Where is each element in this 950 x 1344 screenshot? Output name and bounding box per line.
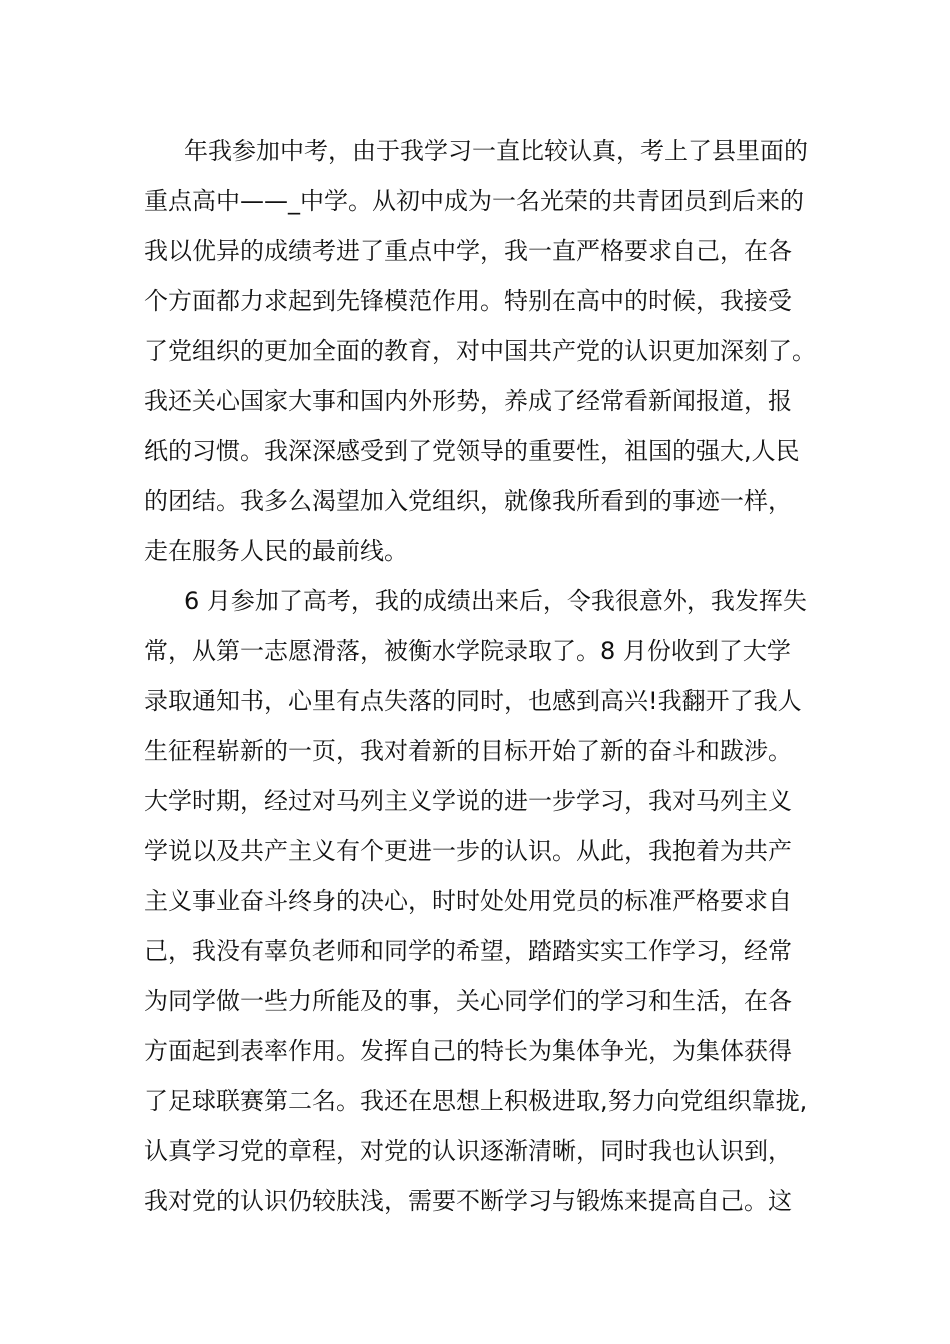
- paragraph-1-line-3: 我以优异的成绩考进了重点中学，我一直严格要求自己，在各: [144, 237, 792, 265]
- paragraph-2-line-1: 6 月参加了高考，我的成绩出来后，令我很意外，我发挥失: [184, 587, 807, 615]
- paragraph-2-line-10: 方面起到表率作用。发挥自己的特长为集体争光，为集体获得: [144, 1037, 792, 1065]
- paragraph-2-line-11: 了足球联赛第二名。我还在思想上积极进取,努力向党组织靠拢,: [144, 1087, 808, 1115]
- paragraph-1-line-6: 我还关心国家大事和国内外形势，养成了经常看新闻报道，报: [144, 387, 792, 415]
- paragraph-1-line-5: 了党组织的更加全面的教育，对中国共产党的认识更加深刻了。: [144, 337, 816, 365]
- paragraph-1-line-8: 的团结。我多么渴望加入党组织，就像我所看到的事迹一样，: [144, 487, 792, 515]
- body-text: [144, 126, 834, 1226]
- paragraph-1-line-9: 走在服务人民的最前线。: [144, 537, 408, 565]
- paragraph-2-line-3: 录取通知书，心里有点失落的同时，也感到高兴!我翻开了我人: [144, 687, 802, 715]
- paragraph-1-line-2: 重点高中——_中学。从初中成为一名光荣的共青团员到后来的: [144, 187, 804, 215]
- paragraph-1-line-1: 年我参加中考，由于我学习一直比较认真，考上了县里面的: [184, 137, 808, 165]
- paragraph-1-line-7: 纸的习惯。我深深感受到了党领导的重要性，祖国的强大,人民: [144, 437, 800, 465]
- paragraph-2-line-13: 我对党的认识仍较肤浅，需要不断学习与锻炼来提高自己。这: [144, 1187, 792, 1215]
- paragraph-2-line-9: 为同学做一些力所能及的事，关心同学们的学习和生活，在各: [144, 987, 792, 1015]
- paragraph-1-line-4: 个方面都力求起到先锋模范作用。特别在高中的时候，我接受: [144, 287, 792, 315]
- paragraph-2-line-7: 主义事业奋斗终身的决心，时时处处用党员的标准严格要求自: [144, 887, 792, 915]
- paragraph-2-line-6: 学说以及共产主义有个更进一步的认识。从此，我抱着为共产: [144, 837, 792, 865]
- paragraph-2-line-5: 大学时期，经过对马列主义学说的进一步学习，我对马列主义: [144, 787, 792, 815]
- paragraph-2-line-8: 己，我没有辜负老师和同学的希望，踏踏实实工作学习，经常: [144, 937, 792, 965]
- paragraph-2-line-2: 常，从第一志愿滑落，被衡水学院录取了。8 月份收到了大学: [144, 637, 791, 665]
- paragraph-2-line-4: 生征程崭新的一页，我对着新的目标开始了新的奋斗和跋涉。: [144, 737, 792, 765]
- paragraph-2-line-12: 认真学习党的章程，对党的认识逐渐清晰，同时我也认识到，: [144, 1137, 792, 1165]
